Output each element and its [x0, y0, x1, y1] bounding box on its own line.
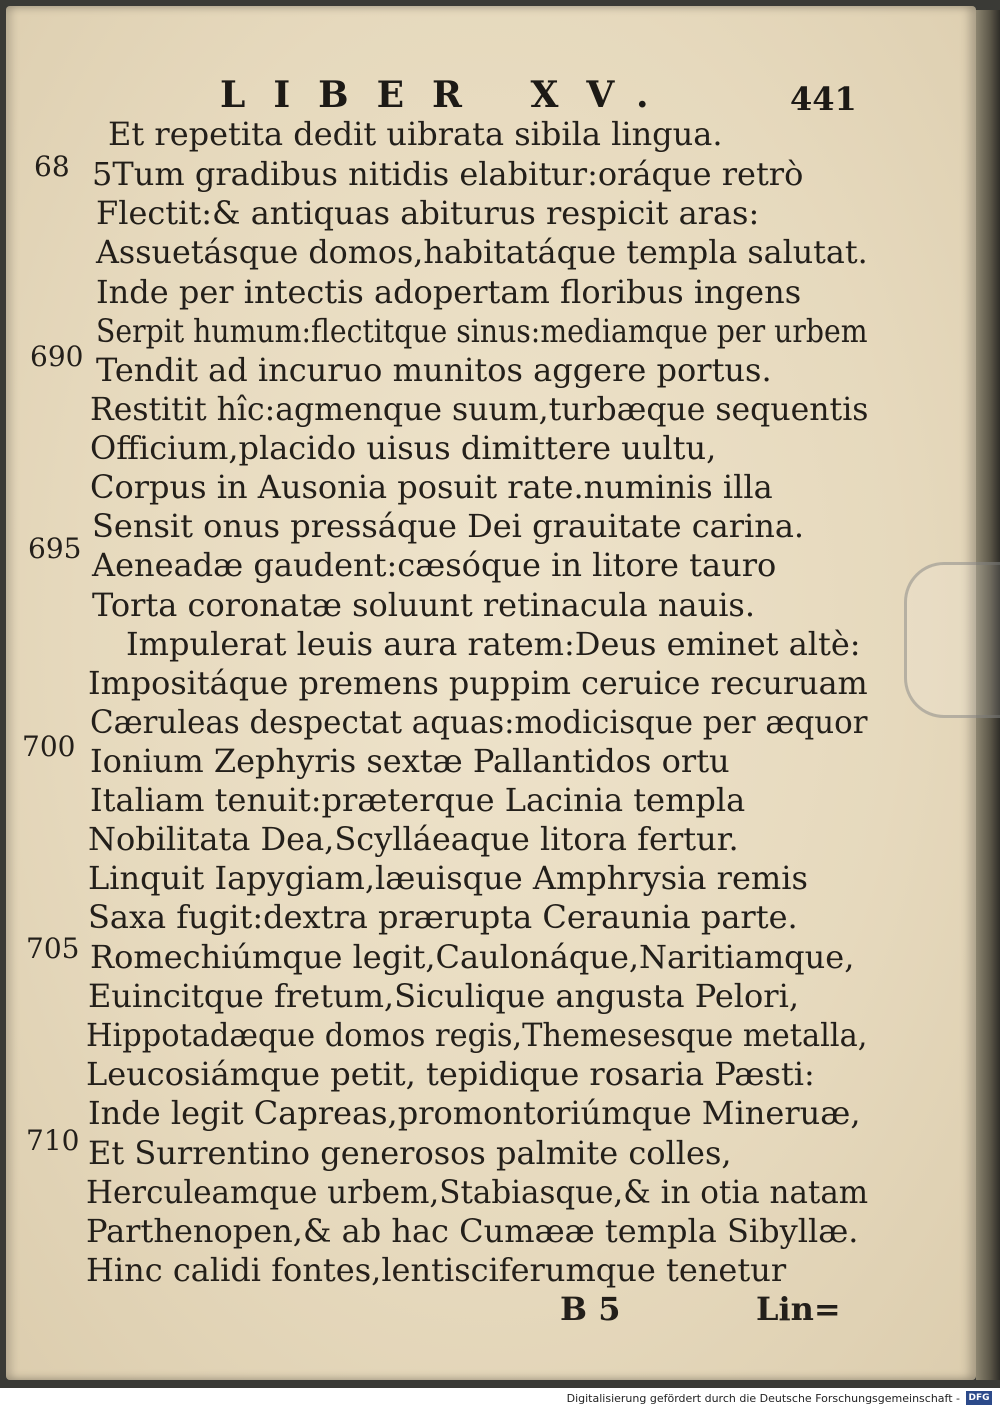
line-number: 68: [34, 150, 70, 183]
verse-line: Linquit Iapygiam,læuisque Amphrysia remis: [88, 859, 808, 897]
verse-line: Assuetásque domos,habitatáque templa salutat.: [96, 233, 868, 271]
verse-line: Corpus in Ausonia posuit rate.numinis illa: [90, 468, 773, 506]
verse-line: Tendit ad incuruo munitos aggere portus.: [96, 351, 772, 389]
verse-line: Cæruleas despectat aquas:modicisque per æquor: [90, 703, 868, 741]
verse-line: Inde per intectis adopertam floribus ingens: [96, 273, 802, 311]
verse-line: Euincitque fretum,Siculique angusta Pelori,: [88, 977, 799, 1015]
verse-line: Inde legit Capreas,promontoriúmque Mineruæ,: [88, 1094, 861, 1132]
verse-line: Torta coronatæ soluunt retinacula nauis.: [92, 586, 756, 624]
verse-line: Hinc calidi fontes,lentisciferumque tenetur: [86, 1251, 787, 1289]
verse-line: Officium,placido uisus dimittere uultu,: [90, 429, 717, 467]
verse-line: Hippotadæque domos regis,Themesesque metalla,: [86, 1016, 868, 1054]
line-number: 710: [26, 1124, 80, 1157]
verse-line: Herculeamque urbem,Stabiasque,& in otia natam: [86, 1173, 869, 1211]
verse-line: Italiam tenuit:præterque Lacinia templa: [90, 781, 746, 819]
verse-line: Impositáque premens puppim ceruice recuruam: [88, 664, 868, 702]
signature-mark: B 5: [560, 1290, 621, 1328]
dfg-logo: DFG: [966, 1391, 992, 1405]
verse-line: Saxa fugit:dextra prærupta Ceraunia parte.: [88, 898, 798, 936]
verse-line: Parthenopen,& ab hac Cumææ templa Sibyllæ.: [86, 1212, 859, 1250]
verse-line: Restitit hîc:agmenque suum,turbæque sequentis: [90, 390, 869, 428]
verse-line: Nobilitata Dea,Scylláeaque litora fertur.: [88, 820, 739, 858]
digitization-footer: [0, 1388, 1000, 1410]
verse-line: Serpit humum:flectitque sinus:mediamque per urbem: [96, 312, 868, 350]
line-number: 695: [28, 532, 82, 565]
page-number: 441: [790, 80, 857, 118]
verse-line: Sensit onus pressáque Dei grauitate carina.: [92, 507, 805, 545]
verse-line: Et repetita dedit uibrata sibila lingua.: [108, 115, 723, 153]
verse-line: 5Tum gradibus nitidis elabitur:oráque retrò: [92, 155, 804, 193]
verse-line: Flectit:& antiquas abiturus respicit aras:: [96, 194, 760, 232]
running-head: LIBER XV.: [220, 74, 677, 116]
line-number: 705: [26, 932, 80, 965]
verse-line: Aeneadæ gaudent:cæsóque in litore tauro: [92, 546, 777, 584]
verse-line: Romechiúmque legit,Caulonáque,Naritiamque,: [90, 938, 855, 976]
funding-credit: Digitalisierung gefördert durch die Deutsche Forschungsgemeinschaft -: [566, 1392, 960, 1405]
verse-line: Ionium Zephyris sextæ Pallantidos ortu: [90, 742, 730, 780]
line-number: 690: [30, 340, 84, 373]
line-number: 700: [22, 730, 76, 763]
verse-line: Leucosiámque petit, tepidique rosaria Pæsti:: [86, 1055, 815, 1093]
catchword: Lin=: [756, 1290, 841, 1328]
verse-line: Impulerat leuis aura ratem:Deus eminet altè:: [126, 625, 861, 663]
verse-line: Et Surrentino generosos palmite colles,: [88, 1134, 732, 1172]
